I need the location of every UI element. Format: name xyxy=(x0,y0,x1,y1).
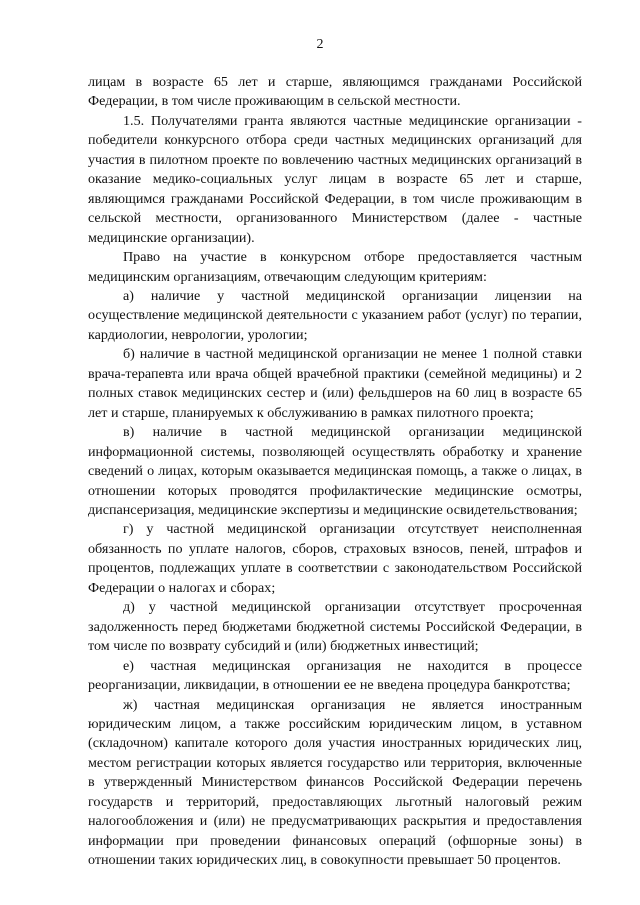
paragraph-selection-criteria: Право на участие в конкурсном отборе предоставляется частным медицинским организациям, отвечающим следующим критериям: xyxy=(88,249,582,285)
paragraph-1-5-grant-recipients: 1.5. Получателями гранта являются частные медицинские организации - победители конкурсного отбора среди частных медицинских организаций для участия в пилотном проекте по вовлечению частных медицинских организаций в оказание медико-социальных услуг лицам в возрасте 65 лет и старше, являющимся гражданами Российской Федерации, в том числе проживающим в сельской местности, организованного Министерством (далее - частные медицинские организации). xyxy=(88,112,582,246)
criterion-e-reorganization: е) частная медицинская организация не находится в процессе реорганизации, ликвидации, в отношении ее не введена процедура банкротства; xyxy=(88,657,582,694)
criterion-g-tax-obligations: г) у частной медицинской организации отсутствует неисполненная обязанность по уплате налогов, сборов, страховых взносов, пеней, штрафов и процентов, подлежащих уплате в соответствии с законодательством Российской Федерации о налогах и сборах; xyxy=(88,521,582,596)
page-number: 2 xyxy=(316,37,324,52)
document-body xyxy=(88,73,582,871)
criterion-v-information-system: в) наличие в частной медицинской организации медицинской информационной системы, позволяющей осуществлять обработку и хранение сведений о лицах, которым оказывается медицинская помощь, а также о лицах, в отношении которых проводятся профилактические медицинские осмотры, диспансеризация, медицинские экспертизы и медицинские освидетельствования; xyxy=(88,424,582,518)
criterion-d-budget-debt: д) у частной медицинской организации отсутствует просроченная задолженность перед бюджетами бюджетной системы Российской Федерации, в том числе по возврату субсидий и (или) бюджетных инвестиций; xyxy=(88,599,582,655)
criterion-b-staff: б) наличие в частной медицинской организации не менее 1 полной ставки врача-терапевта или врача общей врачебной практики (семейной медицины) и 2 полных ставок медицинских сестер и (или) фельдшеров на 60 лиц в возрасте 65 лет и старше, планируемых к обслуживанию в рамках пилотного проекта; xyxy=(88,346,582,421)
criterion-zh-foreign-entity: ж) частная медицинская организация не является иностранным юридическим лицом, а также российским юридическим лицом, в уставном (складочном) капитале которого доля участия иностранных юридических лиц, местом регистрации которых является государство или территория, включенные в утвержденный Министерством финансов Российской Федерации перечень государств и территорий, предоставляющих льготный налоговый режим налогообложения и (или) не предусматривающих раскрытия и предоставления информации при проведении финансовых операций (офшорные зоны) в отношении таких юридических лиц, в совокупности превышает 50 процентов. xyxy=(88,696,582,869)
paragraph-continuation: лицам в возрасте 65 лет и старше, являющимся гражданами Российской Федерации, в том числе проживающим в сельской местности. xyxy=(88,74,582,110)
criterion-a-license: а) наличие у частной медицинской организации лицензии на осуществление медицинской деятельности с указанием работ (услуг) по терапии, кардиологии, неврологии, урологии; xyxy=(88,287,582,343)
